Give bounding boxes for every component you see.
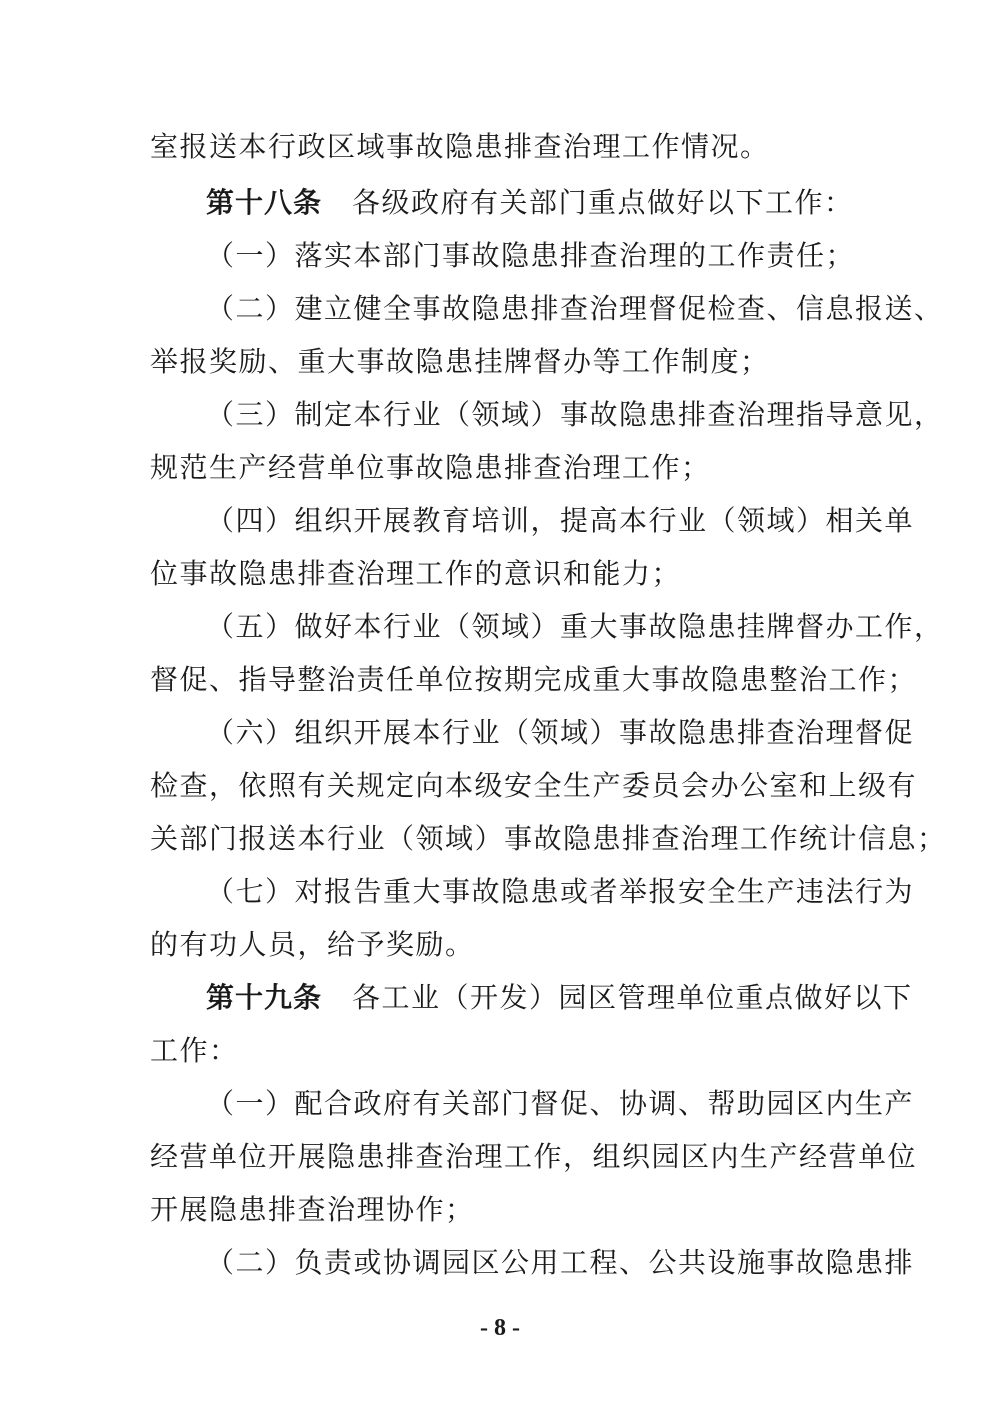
body-line: 经营单位开展隐患排查治理工作，组织园区内生产经营单位 xyxy=(150,1140,918,1173)
body-line: 的有功人员，给予奖励。 xyxy=(150,928,475,961)
article-18-text: 各级政府有关部门重点做好以下工作： xyxy=(352,186,854,219)
list-item: （五）做好本行业（领域）重大事故隐患挂牌督办工作， xyxy=(206,610,944,643)
list-item: （一）配合政府有关部门督促、协调、帮助园区内生产 xyxy=(206,1087,915,1120)
body-line: 检查，依照有关规定向本级安全生产委员会办公室和上级有 xyxy=(150,769,918,802)
body-line: 举报奖励、重大事故隐患挂牌督办等工作制度； xyxy=(150,345,770,378)
article-19-number: 第十九条 xyxy=(206,981,323,1014)
article-18-heading xyxy=(206,183,906,223)
body-line: 位事故隐患排查治理工作的意识和能力； xyxy=(150,557,682,590)
body-line: 关部门报送本行业（领域）事故隐患排查治理工作统计信息； xyxy=(150,822,947,855)
article-19-heading xyxy=(206,978,913,1018)
body-line: 工作： xyxy=(150,1034,239,1067)
body-line: 开展隐患排查治理协作； xyxy=(150,1193,475,1226)
list-item: （六）组织开展本行业（领域）事故隐患排查治理督促 xyxy=(206,716,915,749)
body-line: 规范生产经营单位事故隐患排查治理工作； xyxy=(150,451,711,484)
article-19-text: 各工业（开发）园区管理单位重点做好以下 xyxy=(352,981,913,1014)
list-item: （三）制定本行业（领域）事故隐患排查治理指导意见， xyxy=(206,398,944,431)
list-item: （二）负责或协调园区公用工程、公共设施事故隐患排 xyxy=(206,1246,915,1279)
page-number: - 8 - xyxy=(480,1315,520,1341)
body-line: 督促、指导整治责任单位按期完成重大事故隐患整治工作； xyxy=(150,663,918,696)
list-item: （二）建立健全事故隐患排查治理督促检查、信息报送、 xyxy=(206,292,944,325)
body-line: 室报送本行政区域事故隐患排查治理工作情况。 xyxy=(150,130,770,163)
list-item: （四）组织开展教育培训，提高本行业（领域）相关单 xyxy=(206,504,915,537)
list-item: （七）对报告重大事故隐患或者举报安全生产违法行为 xyxy=(206,875,915,908)
list-item: （一）落实本部门事故隐患排查治理的工作责任； xyxy=(206,239,856,272)
article-18-number: 第十八条 xyxy=(206,186,323,219)
